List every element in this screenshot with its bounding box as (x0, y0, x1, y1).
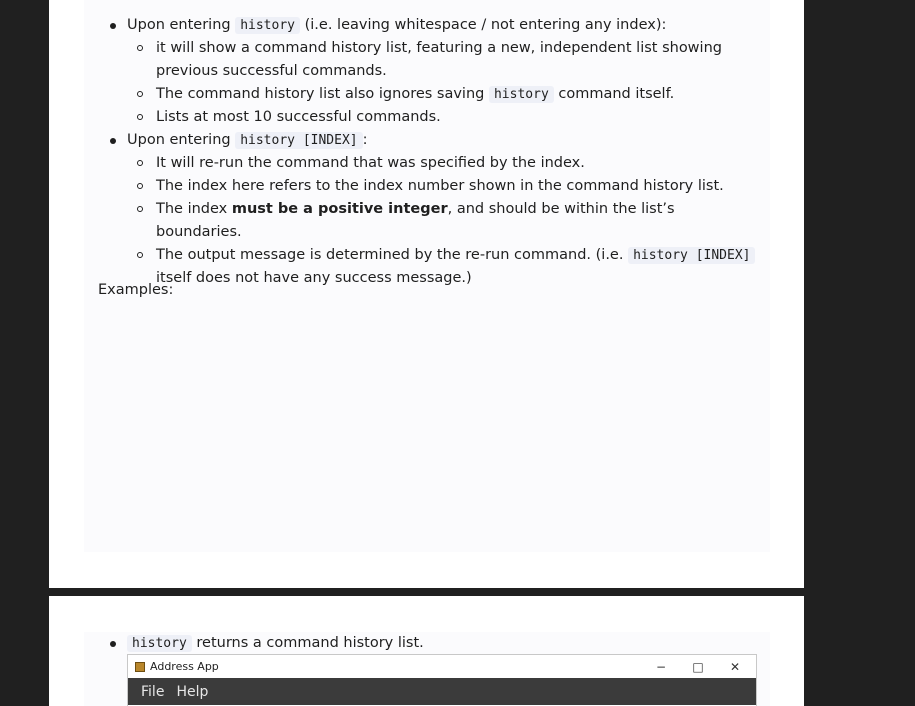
list-item: It will re-run the command that was specified by the index. (127, 152, 756, 175)
sub-list (127, 37, 756, 129)
list-item (127, 83, 756, 106)
text: returns a command history list. (191, 635, 424, 651)
text: Upon entering (127, 17, 236, 33)
inline-code: history [INDEX] (628, 247, 755, 264)
text: The index (156, 201, 232, 217)
list-item: The index here refers to the index number shown in the command history list. (127, 175, 756, 198)
bold-text: must be a positive integer (231, 201, 448, 217)
bullet-list (84, 14, 756, 290)
list-item (84, 632, 424, 655)
list-item (127, 198, 756, 244)
list-item: Lists at most 10 successful commands. (127, 106, 756, 129)
document-page-1 (49, 0, 804, 588)
bullet-list (84, 632, 424, 655)
list-item (84, 129, 756, 290)
app-window-screenshot (127, 654, 757, 706)
app-icon (135, 662, 145, 672)
inline-code: history (235, 17, 300, 34)
text: , and should be within the list’s boundaries. (156, 201, 675, 240)
sub-list (127, 152, 756, 290)
app-title: Address App (150, 660, 219, 673)
maximize-icon: □ (692, 659, 704, 674)
inline-code: history (127, 635, 192, 652)
list-item: it will show a command history list, featuring a new, independent list showing previous successful commands. (127, 37, 756, 83)
page-content (84, 0, 770, 552)
examples-label: Examples: (98, 282, 174, 298)
inline-code: history [INDEX] (235, 132, 362, 149)
text: itself does not have any success message.) (156, 270, 472, 286)
list-item (84, 14, 756, 129)
text: The command history list also ignores saving (156, 86, 489, 102)
text: : (362, 132, 368, 148)
menu-help: Help (176, 683, 209, 700)
document-page-2 (49, 596, 804, 706)
text: command itself. (553, 86, 675, 102)
text: Upon entering (127, 132, 236, 148)
close-icon: ✕ (729, 659, 741, 674)
text: The output message is determined by the re-run command. (i.e. (156, 247, 629, 263)
text: (i.e. leaving whitespace / not entering any index): (300, 17, 667, 33)
list-item (127, 244, 756, 290)
app-menubar (128, 678, 756, 705)
menu-file: File (141, 683, 165, 700)
app-titlebar (128, 655, 756, 678)
minimize-icon: − (655, 659, 667, 674)
inline-code: history (489, 86, 554, 103)
